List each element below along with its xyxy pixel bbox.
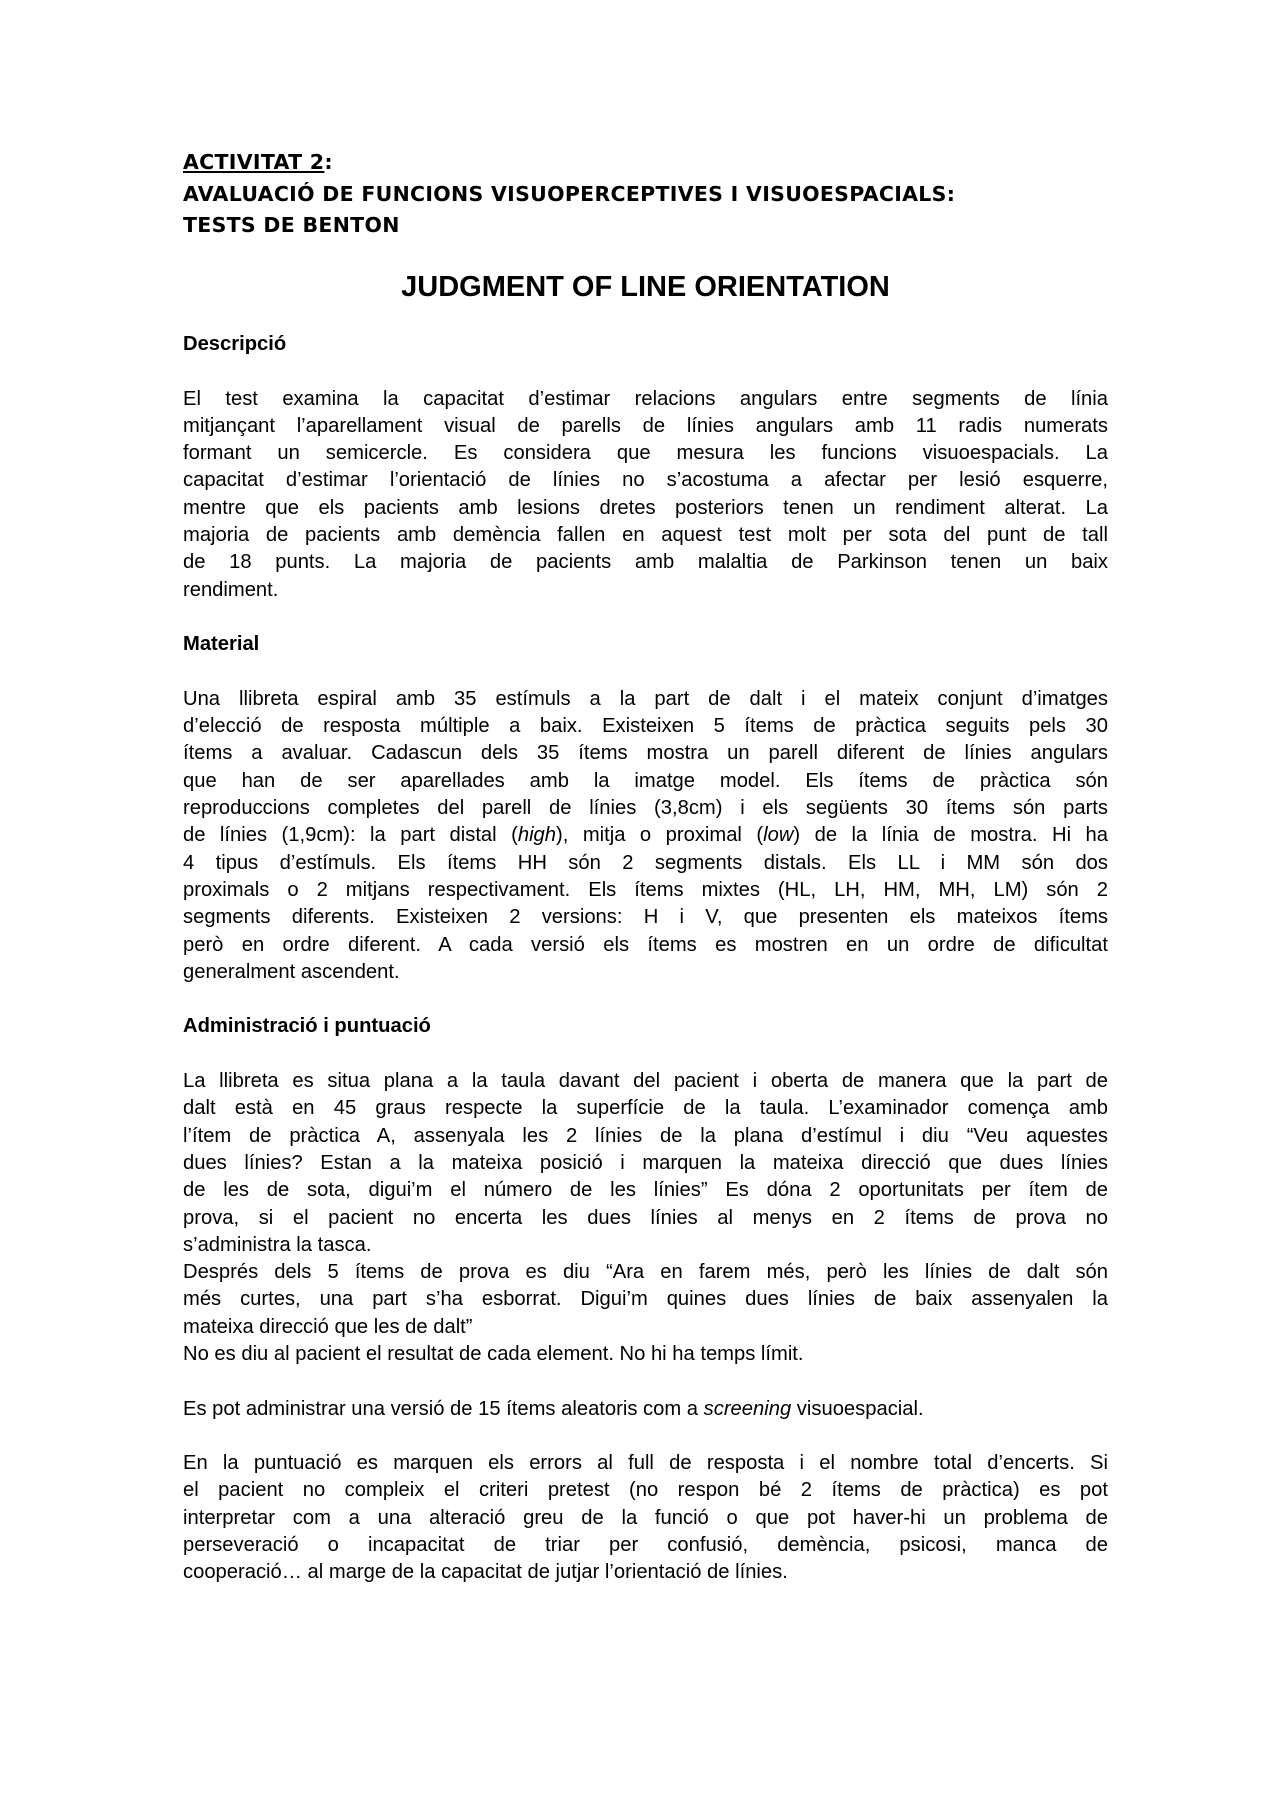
text-line: majoria de pacients amb demència fallen en aquest test molt per sota del punt de tall <box>183 524 1108 547</box>
text-line: més curtes, una part s’ha esborrat. Digui’m quines dues línies de baix assenyalen la <box>183 1288 1108 1311</box>
text-line: de les de sota, digui’m el número de les línies” Es dóna 2 oportunitats per ítem de <box>183 1179 1108 1202</box>
text-line: reproduccions completes del parell de línies (3,8cm) i els següents 30 ítems són parts <box>183 797 1108 820</box>
text-line: dues línies? Estan a la mateixa posició i marquen la mateixa direcció que dues línies <box>183 1151 1108 1174</box>
text-line: mateixa direcció que les de dalt” <box>183 1315 473 1338</box>
text-line: proximals o 2 mitjans respectivament. Els ítems mixtes (HL, LH, HM, MH, LM) són 2 <box>183 878 1108 901</box>
italic-term: screening <box>703 1397 792 1420</box>
text-line: La llibreta es situa plana a la taula davant del pacient i oberta de manera que la part de <box>183 1070 1108 1093</box>
text-line: però en ordre diferent. A cada versió els ítems es mostren en un ordre de dificultat <box>183 933 1108 956</box>
text-line: generalment ascendent. <box>183 960 400 983</box>
text-line: dalt està en 45 graus respecte la superfície de la taula. L’examinador comença amb <box>183 1097 1108 1120</box>
section <box>183 631 1108 986</box>
italic-term: high <box>517 824 557 847</box>
text-line: 4 tipus d’estímuls. Els ítems HH són 2 segments distals. Els LL i MM són dos <box>183 851 1108 874</box>
text-line: de 18 punts. La majoria de pacients amb malaltia de Parkinson tenen un baix <box>183 551 1108 574</box>
activity-label: ACTIVITAT 2 <box>183 150 325 174</box>
paragraph <box>183 1450 1108 1586</box>
paragraph <box>183 1068 1108 1259</box>
paragraph <box>183 386 1108 604</box>
text-line: rendiment. <box>183 578 279 601</box>
activity-colon: : <box>324 150 333 174</box>
text-line: ítems a avaluar. Cadascun dels 35 ítems mostra un parell diferent de línies angulars <box>183 742 1108 765</box>
section-heading: Material <box>183 633 260 656</box>
text-line <box>183 1396 1108 1423</box>
text-line: Després dels 5 ítems de prova es diu “Ara en farem més, però les línies de dalt són <box>183 1261 1108 1284</box>
text-line: s’administra la tasca. <box>183 1233 372 1256</box>
text-line: mitjançant l’aparellament visual de parells de línies angulars amb 11 radis numerats <box>183 414 1108 437</box>
italic-term: low <box>763 824 794 847</box>
paragraph <box>183 1259 1108 1341</box>
section-heading: Administració i puntuació <box>183 1015 431 1038</box>
text-line: formant un semicercle. Es considera que mesura les funcions visuoespacials. La <box>183 442 1108 465</box>
document-header <box>183 147 1123 242</box>
document-body <box>183 331 1108 1614</box>
text-line: que han de ser aparellades amb la imatge model. Els ítems de pràctica són <box>183 769 1108 792</box>
text-line: segments diferents. Existeixen 2 versions: H i V, que presenten els mateixos ítems <box>183 906 1108 929</box>
header-subtitle: AVALUACIÓ DE FUNCIONS VISUOPERCEPTIVES I VISUOESPACIALS: <box>183 181 956 206</box>
activity-line <box>183 147 1123 179</box>
text-line: capacitat d’estimar l’orientació de línies no s’acostuma a afectar per lesió esquerre, <box>183 469 1108 492</box>
text-segment: ) de la línia de mostra. Hi ha <box>793 824 1108 847</box>
text-line: cooperació… al marge de la capacitat de jutjar l’orientació de línies. <box>183 1561 788 1584</box>
paragraph <box>183 1341 1108 1368</box>
text-line: interpretar com a una alteració greu de la funció o que pot haver-hi un problema de <box>183 1506 1108 1529</box>
text-segment: Es pot administrar una versió de 15 ítems aleatoris com a <box>183 1397 704 1420</box>
section <box>183 1013 1108 1586</box>
text-line: No es diu al pacient el resultat de cada element. No hi ha temps límit. <box>183 1342 804 1365</box>
document-title: JUDGMENT OF LINE ORIENTATION <box>401 271 890 303</box>
text-line: perseveració o incapacitat de triar per confusió, demència, psicosi, manca de <box>183 1534 1108 1557</box>
paragraph <box>183 1396 1108 1423</box>
paragraph <box>183 686 1108 986</box>
text-line: l’ítem de pràctica A, assenyala les 2 línies de la plana d’estímul i diu “Veu aquestes <box>183 1124 1108 1147</box>
header-subtitle-2: TESTS DE BENTON <box>183 213 400 237</box>
text-segment: ), mitja o proximal ( <box>556 824 764 847</box>
section-heading: Descripció <box>183 333 287 355</box>
text-line <box>183 822 1108 849</box>
text-line: Una llibreta espiral amb 35 estímuls a la part de dalt i el mateix conjunt d’imatges <box>183 687 1108 710</box>
text-line: mentre que els pacients amb lesions dretes posteriors tenen un rendiment alterat. La <box>183 496 1108 519</box>
text-line: el pacient no compleix el criteri pretest (no respon bé 2 ítems de pràctica) es pot <box>183 1479 1108 1502</box>
text-line: En la puntuació es marquen els errors al full de resposta i el nombre total d’encerts. Si <box>183 1452 1108 1475</box>
text-line: prova, si el pacient no encerta les dues línies al menys en 2 ítems de prova no <box>183 1206 1108 1229</box>
section <box>183 331 1108 604</box>
text-line: d’elecció de resposta múltiple a baix. Existeixen 5 ítems de pràctica seguits pels 30 <box>183 715 1108 738</box>
text-segment: de línies (1,9cm): la part distal ( <box>183 824 518 847</box>
text-line: El test examina la capacitat d’estimar relacions angulars entre segments de línia <box>183 387 1108 410</box>
text-segment: visuoespacial. <box>791 1397 924 1420</box>
